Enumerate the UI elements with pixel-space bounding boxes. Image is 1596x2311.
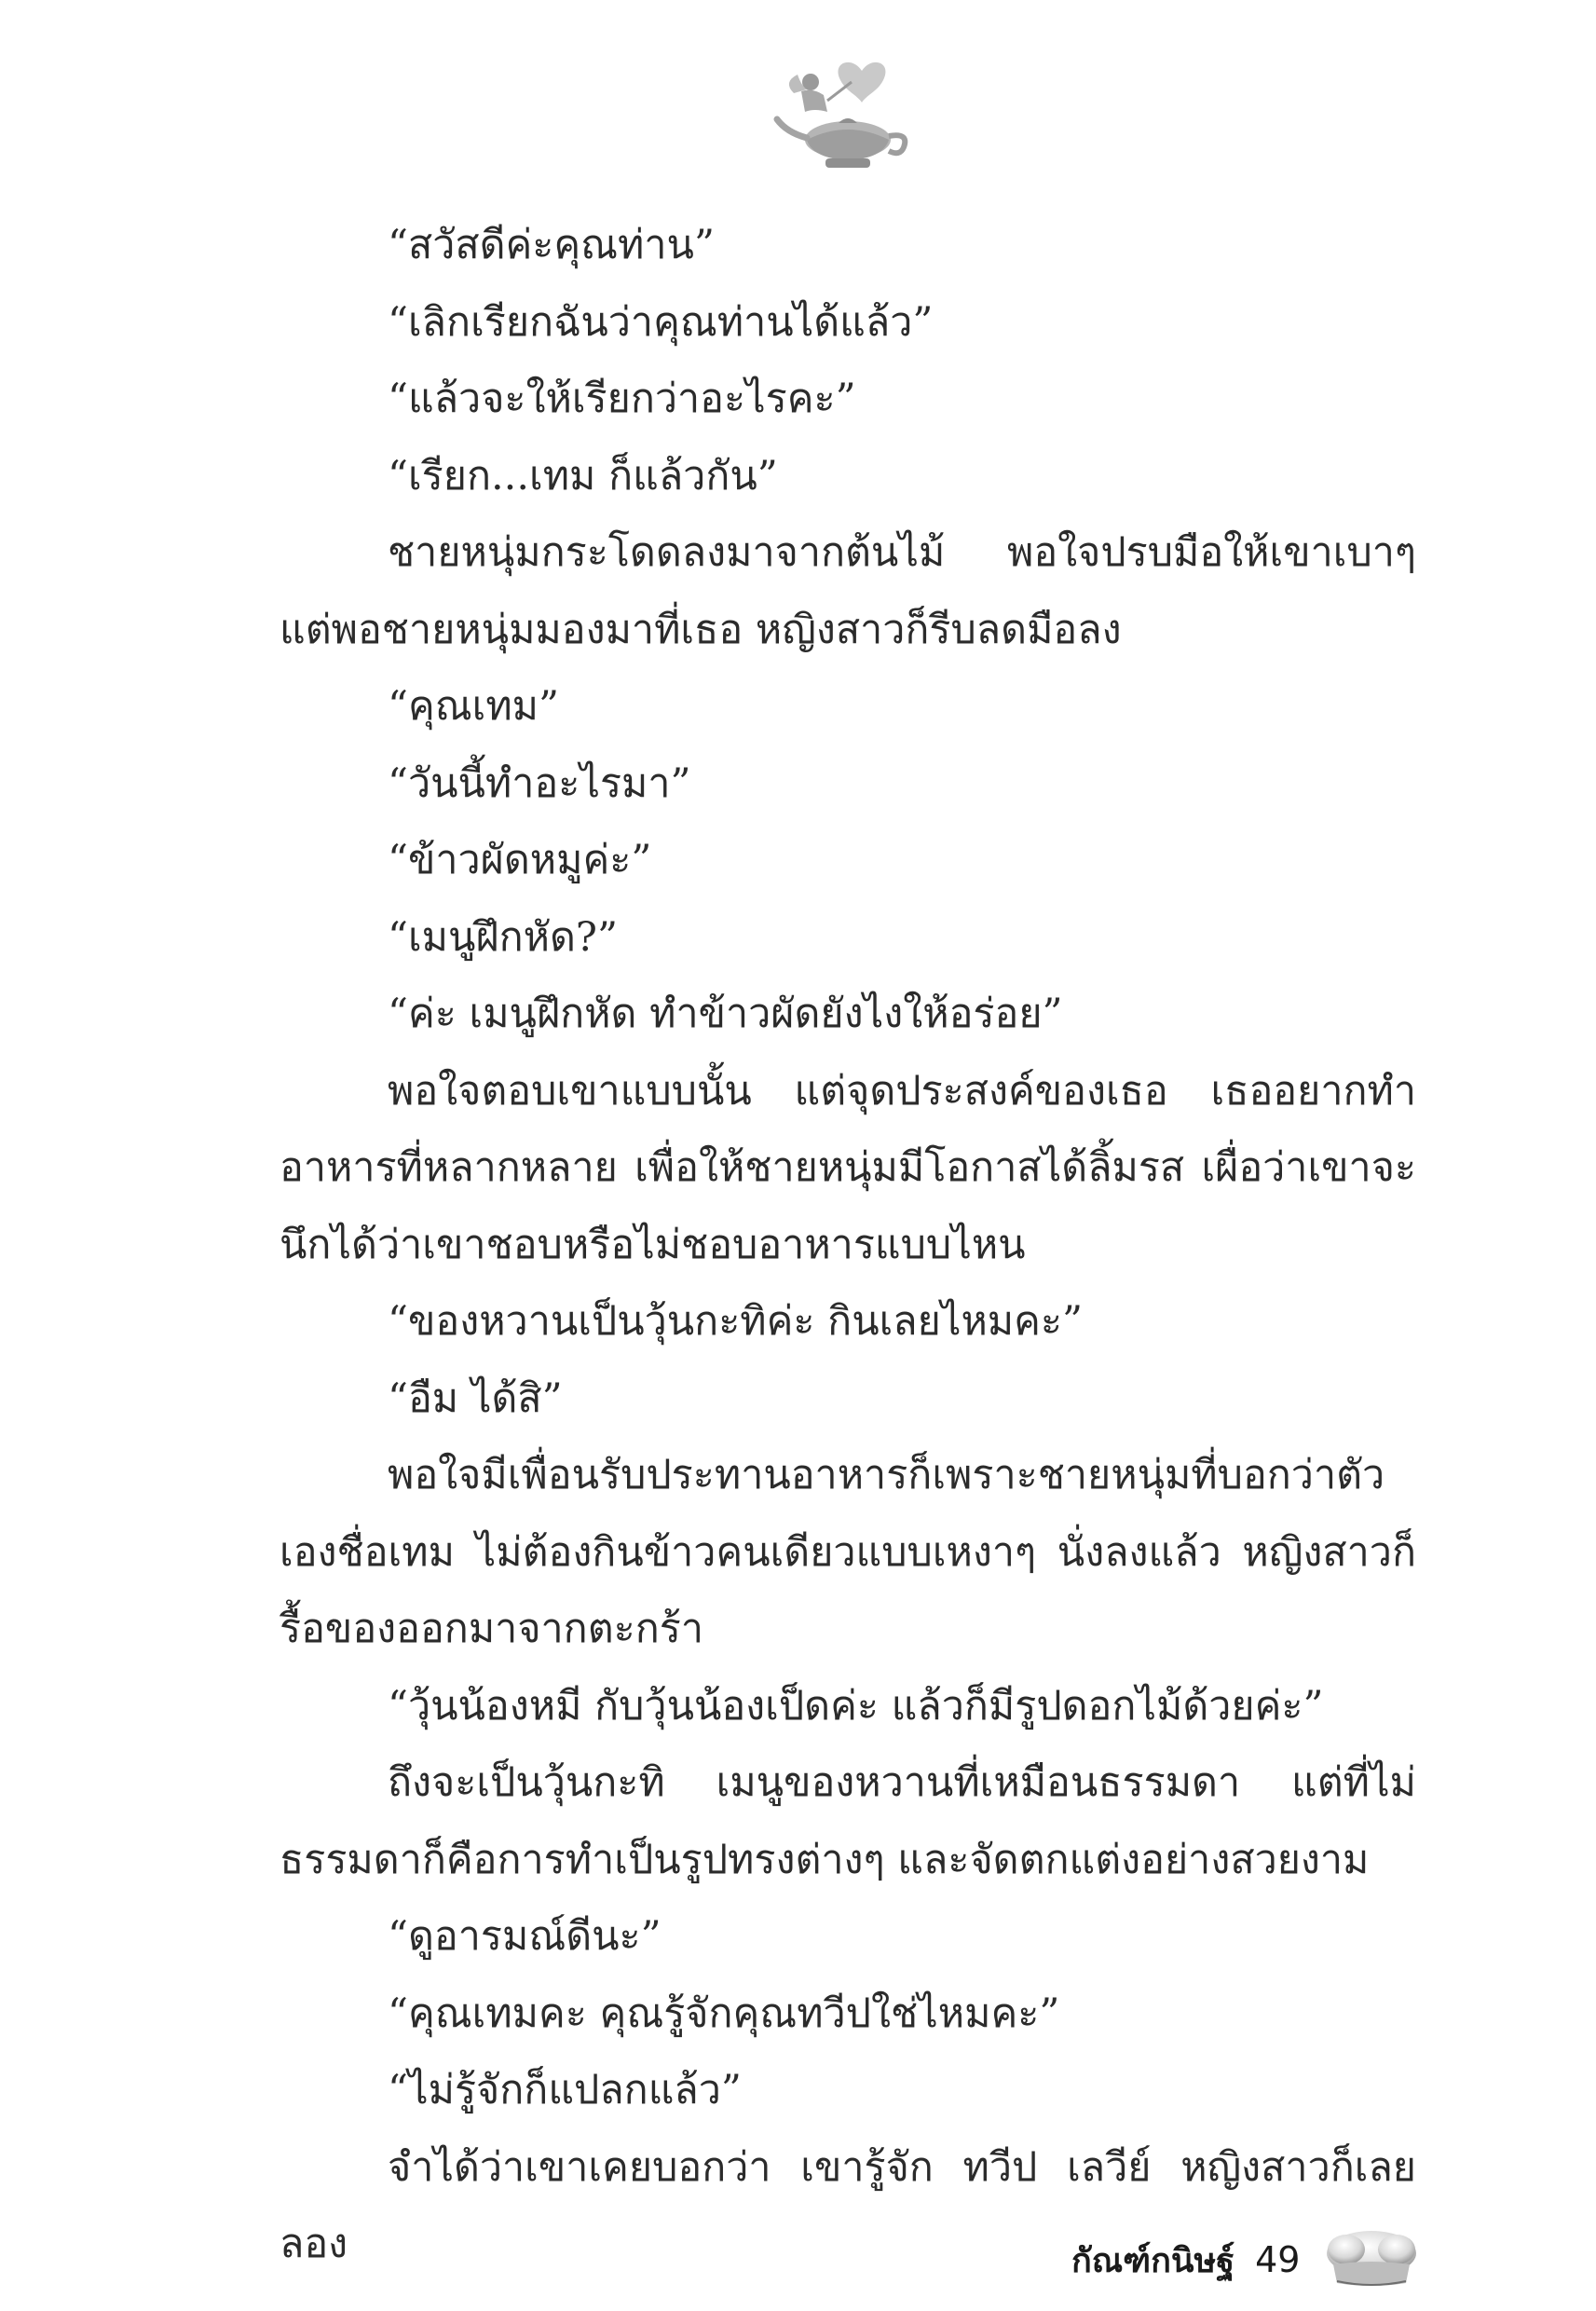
paragraph: “แล้วจะให้เรียกว่าอะไรคะ” (388, 376, 856, 422)
teapot-cupid-icon (773, 54, 913, 175)
paragraph: “ไม่รู้จักก็แปลกแล้ว” (388, 2067, 742, 2113)
paragraph: จำได้ว่าเขาเคยบอกว่า เขารู้จัก ทวีป เลวีย์ หญิงสาวก็เลยลอง (280, 2143, 1416, 2267)
paragraph: “วุ้นน้องหมี กับวุ้นน้องเป็ดค่ะ แล้วก็มีรูปดอกไม้ด้วยค่ะ” (388, 1682, 1324, 1730)
paragraph: “ดูอารมณ์ดีนะ” (388, 1913, 662, 1960)
paragraph: ชายหนุ่มกระโดดลงมาจากต้นไม้ พอใจปรบมือให้เขาเบาๆ แต่พอชายหนุ่มมองมาที่เธอ หญิงสาวก็รีบลดมือลง (280, 529, 1416, 653)
paragraph: ถึงจะเป็นวุ้นกะทิ เมนูของหวานที่เหมือนธรรมดา แต่ที่ไม่ธรรมดาก็คือการทำเป็นรูปทรงต่างๆ และจัดตกแต่งอย่างสวยงาม (280, 1759, 1416, 1883)
paragraph: “อืม ได้สิ” (388, 1374, 563, 1422)
chef-hat-icon (1320, 2227, 1423, 2292)
paragraph: พอใจมีเพื่อนรับประทานอาหารก็เพราะชายหนุ่มที่บอกว่าตัวเองชื่อเทม ไม่ต้องกินข้าวคนเดียวแบบเหงาๆ นั่งลงแล้ว หญิงสาวก็รื้อของออกมาจากตะกร้า (280, 1452, 1416, 1652)
paragraph: “คุณเทมคะ คุณรู้จักคุณทวีปใช่ไหมคะ” (388, 1990, 1060, 2037)
page-footer (1071, 2227, 1423, 2292)
paragraph: “ข้าวผัดหมูค่ะ” (388, 837, 652, 883)
paragraph: “ค่ะ เมนูฝึกหัด ทำข้าวผัดยังไงให้อร่อย” (388, 991, 1063, 1037)
paragraph: “วันนี้ทำอะไรมา” (388, 759, 691, 807)
paragraph: “เลิกเรียกฉันว่าคุณท่านได้แล้ว” (388, 298, 934, 346)
paragraph: “สวัสดีค่ะคุณท่าน” (388, 222, 715, 268)
paragraph: “คุณเทม” (388, 683, 560, 730)
paragraph: “เมนูฝึกหัด?” (388, 913, 618, 961)
paragraph: พอใจตอบเขาแบบนั้น แต่จุดประสงค์ของเธอ เธออยากทำอาหารที่หลากหลาย เพื่อให้ชายหนุ่มมีโอกาสได้ลิ้มรส เผื่อว่าเขาจะนึกได้ว่าเขาชอบหรือไม่ชอบอาหารแบบไหน (280, 1067, 1416, 1268)
author-name: กัณฑ์กนิษฐ์ (1071, 2241, 1235, 2280)
story-text (280, 207, 1416, 2283)
paragraph: “เรียก...เทม ก็แล้วกัน” (388, 452, 778, 499)
page-number: 49 (1255, 2239, 1301, 2280)
paragraph: “ของหวานเป็นวุ้นกะทิค่ะ กินเลยไหมคะ” (388, 1298, 1083, 1345)
